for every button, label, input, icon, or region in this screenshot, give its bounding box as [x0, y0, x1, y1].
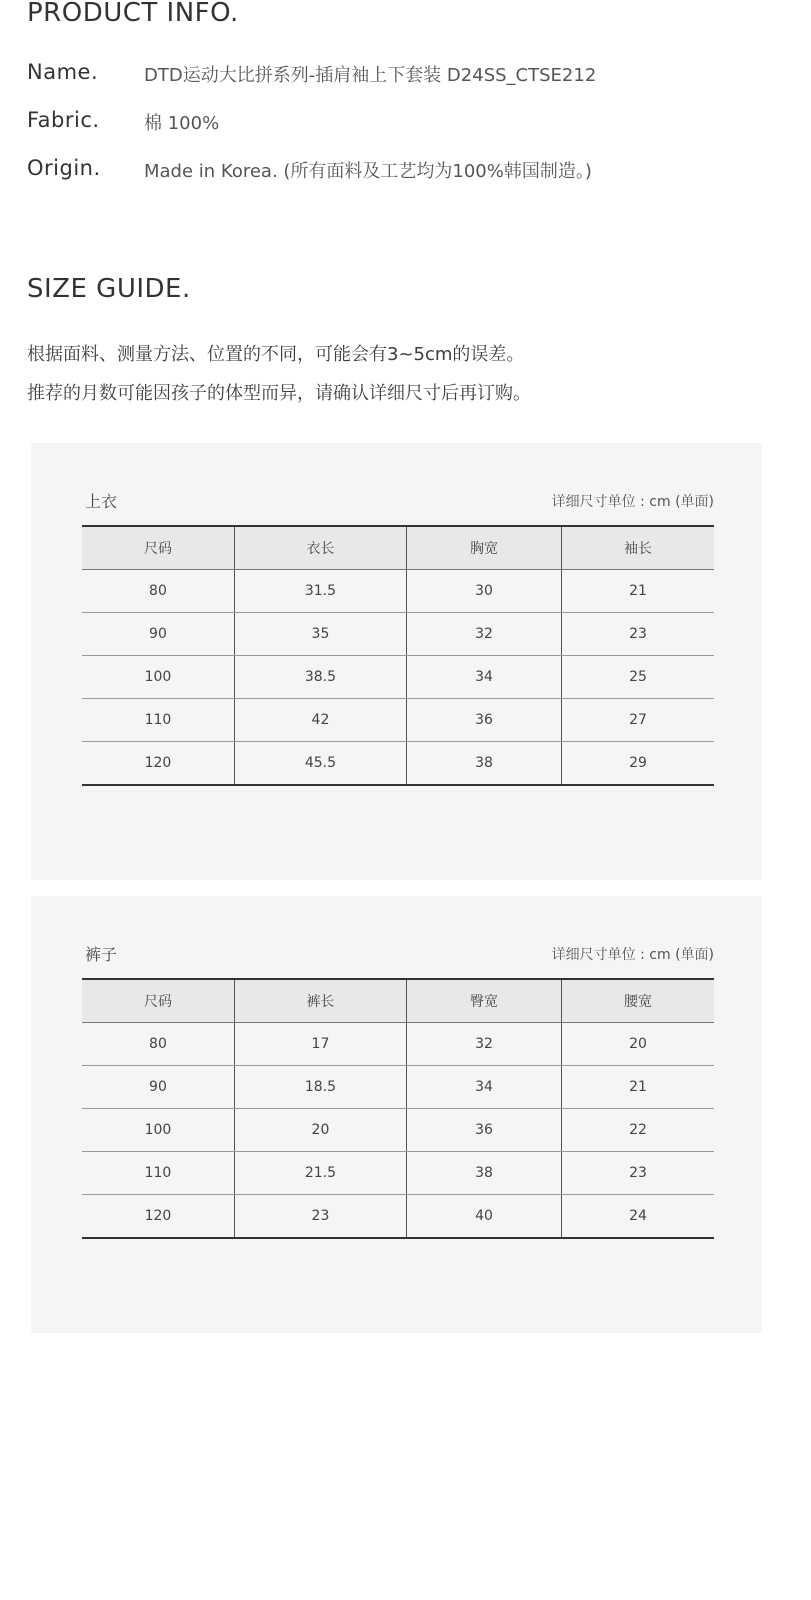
table-cell: 80: [82, 1023, 234, 1066]
table-row: [82, 1152, 714, 1195]
product-fabric-row: [27, 108, 787, 138]
size-guide-note: 根据面料、测量方法、位置的不同，可能会有3~5cm的误差。: [27, 344, 525, 365]
table-cell: 23: [234, 1195, 406, 1239]
table-row: [82, 613, 714, 656]
product-fabric-label: Fabric.: [27, 108, 100, 132]
size-table-panel-pants: [31, 896, 762, 1333]
table-cell: 18.5: [234, 1066, 406, 1109]
table-cell: 34: [406, 1066, 561, 1109]
table-cell: 25: [562, 656, 714, 699]
table-cell: 24: [562, 1195, 714, 1239]
table-cell: 22: [562, 1109, 714, 1152]
table-cell: 23: [562, 1152, 714, 1195]
table-header-row: [82, 526, 714, 570]
table-cell: 21: [562, 570, 714, 613]
table-cell: 45.5: [234, 742, 406, 786]
size-table-name: 裤子: [85, 945, 118, 964]
product-info-title: PRODUCT INFO.: [27, 0, 239, 28]
size-table-unit: 详细尺寸单位 : cm (单面): [551, 947, 714, 963]
product-origin-label: Origin.: [27, 156, 101, 180]
table-cell: 42: [234, 699, 406, 742]
table-cell: 30: [406, 570, 561, 613]
table-cell: 20: [234, 1109, 406, 1152]
column-header: 腰宽: [562, 979, 714, 1023]
table-cell: 20: [562, 1023, 714, 1066]
product-fabric-value: 棉 100%: [144, 113, 220, 134]
table-cell: 38.5: [234, 656, 406, 699]
table-cell: 17: [234, 1023, 406, 1066]
table-header-row: [82, 979, 714, 1023]
table-cell: 32: [406, 1023, 561, 1066]
table-cell: 100: [82, 1109, 234, 1152]
column-header: 衣长: [234, 526, 406, 570]
table-cell: 21.5: [234, 1152, 406, 1195]
column-header: 尺码: [82, 526, 234, 570]
column-header: 袖长: [562, 526, 714, 570]
table-row: [82, 742, 714, 786]
table-cell: 31.5: [234, 570, 406, 613]
column-header: 胸宽: [406, 526, 561, 570]
table-cell: 21: [562, 1066, 714, 1109]
table-cell: 110: [82, 699, 234, 742]
table-cell: 120: [144, 1208, 172, 1224]
table-cell: 100: [82, 656, 234, 699]
table-row: [82, 1066, 714, 1109]
table-cell: 29: [562, 742, 714, 786]
table-cell: 23: [562, 613, 714, 656]
table-cell: 35: [234, 613, 406, 656]
column-header: 尺码: [82, 979, 234, 1023]
table-cell: 90: [82, 613, 234, 656]
table-cell: 38: [406, 1152, 561, 1195]
size-table-panel-top: [31, 443, 762, 880]
product-name-label: Name.: [27, 60, 99, 84]
product-name-row: [27, 60, 787, 90]
table-cell: 110: [82, 1152, 234, 1195]
table-row: [82, 1023, 714, 1066]
table-cell: 90: [82, 1066, 234, 1109]
table-cell: 36: [406, 699, 561, 742]
size-guide-note: 推荐的月数可能因孩子的体型而异，请确认详细尺寸后再订购。: [27, 383, 531, 404]
table-row: [82, 1195, 714, 1239]
table-row: [82, 699, 714, 742]
product-name-value: DTD运动大比拼系列-插肩袖上下套装 D24SS_CTSE212: [144, 65, 597, 86]
table-cell: 80: [82, 570, 234, 613]
size-table: [82, 978, 714, 1239]
product-origin-row: [27, 156, 787, 186]
table-cell: 38: [406, 742, 561, 786]
table-cell: 40: [406, 1195, 561, 1239]
size-table: [82, 525, 714, 786]
product-origin-value: Made in Korea. (所有面料及工艺均为100%韩国制造。): [144, 161, 592, 182]
size-table-name: 上衣: [85, 492, 118, 511]
table-row: [82, 656, 714, 699]
table-row: [82, 570, 714, 613]
table-cell: 32: [406, 613, 561, 656]
column-header: 臀宽: [406, 979, 561, 1023]
table-cell: 120: [144, 755, 172, 771]
size-guide-title: SIZE GUIDE.: [27, 274, 191, 304]
table-cell: 36: [406, 1109, 561, 1152]
column-header: 裤长: [234, 979, 406, 1023]
size-table-unit: 详细尺寸单位 : cm (单面): [551, 494, 714, 510]
table-cell: 34: [406, 656, 561, 699]
table-cell: 27: [562, 699, 714, 742]
table-row: [82, 1109, 714, 1152]
